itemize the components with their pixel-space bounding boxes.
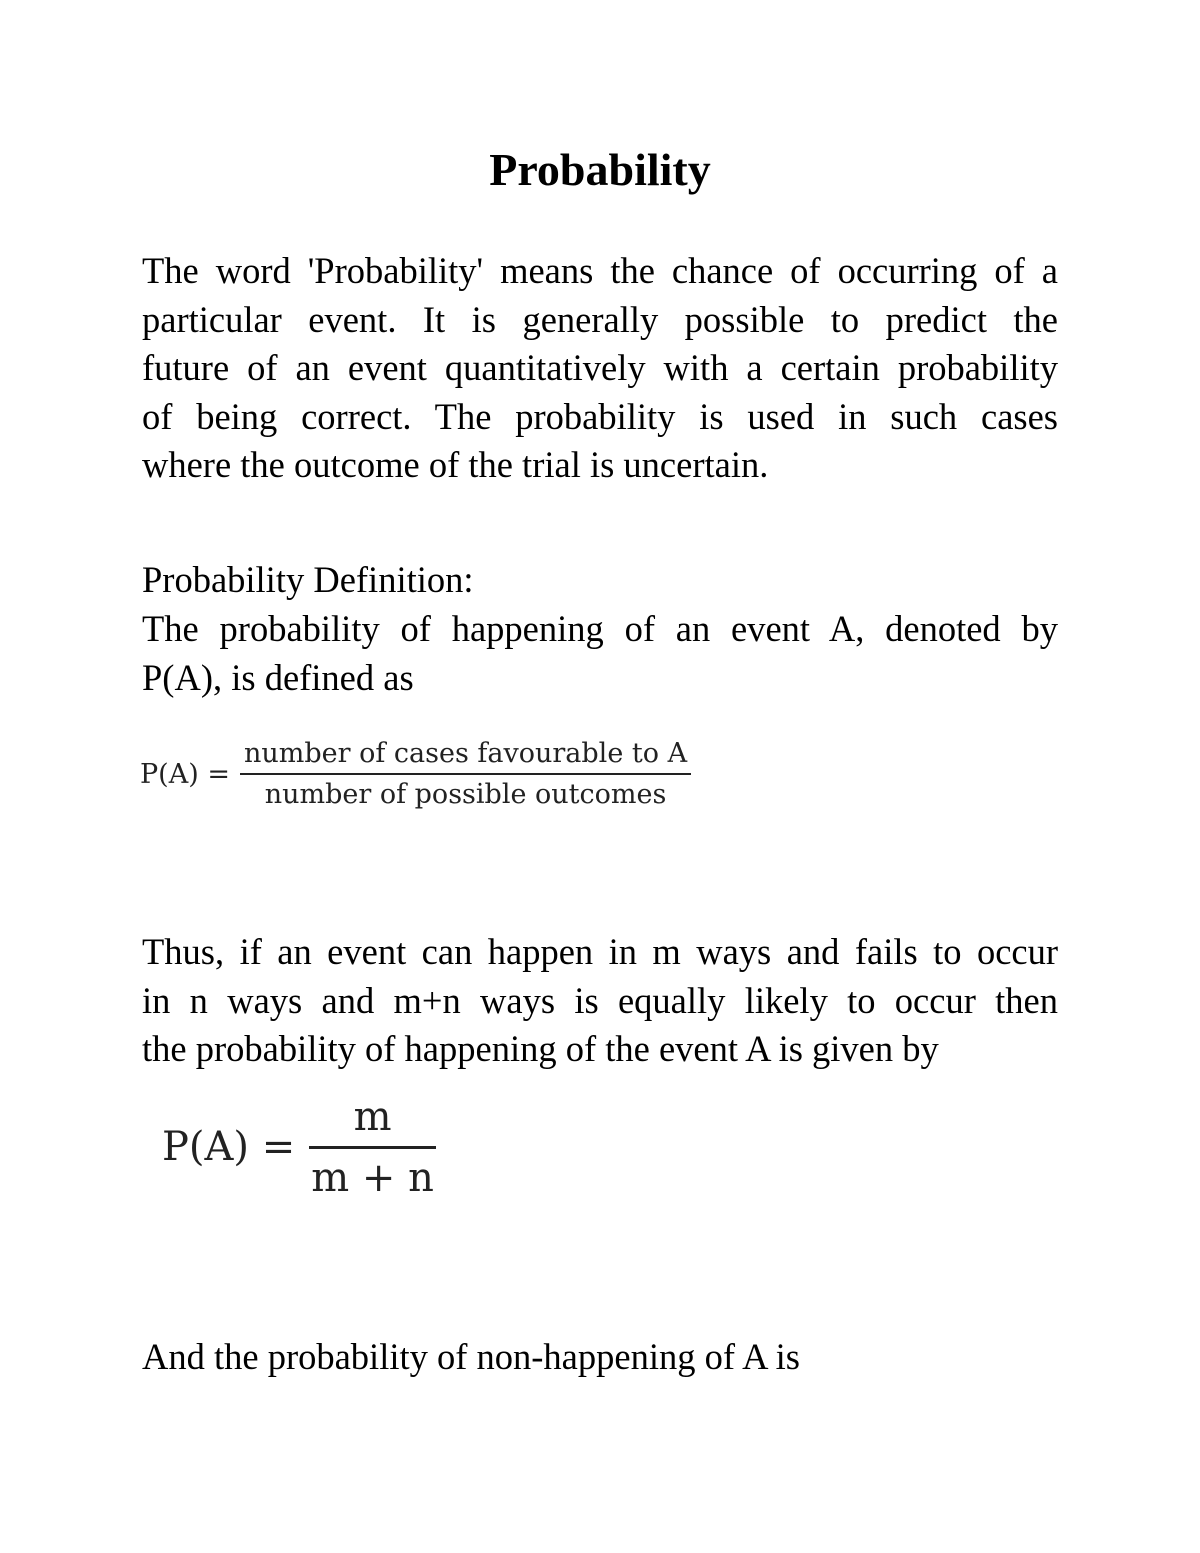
intro-line: of being correct. The probability is used in such cases xyxy=(142,395,1058,437)
fraction-bar xyxy=(309,1146,436,1149)
formula-lhs: P(A) = xyxy=(162,1124,296,1170)
formula-lhs: P(A) = xyxy=(140,758,230,790)
fraction-bar xyxy=(240,773,691,775)
definition-line: P(A), is defined as xyxy=(142,656,414,698)
formula-m-over-m-plus-n xyxy=(162,1092,436,1202)
fraction-numerator: number of cases favourable to A xyxy=(243,738,688,769)
thus-paragraph xyxy=(142,928,1058,1074)
fraction-denominator: m + n xyxy=(311,1154,434,1201)
definition-line: The probability of happening of an event A, denoted by xyxy=(142,608,1058,649)
page-title: Probability xyxy=(489,144,711,195)
intro-line: The word 'Probability' means the chance of occurring of a xyxy=(142,250,1058,291)
thus-line: in n ways and m+n ways is equally likely to occur then xyxy=(142,979,1058,1021)
definition-heading: Probability Definition: xyxy=(142,559,474,600)
definition-paragraph xyxy=(142,605,1058,702)
intro-line: where the outcome of the trial is uncertain. xyxy=(142,444,769,485)
fraction xyxy=(309,1094,436,1201)
closing-line: And the probability of non-happening of A is xyxy=(142,1336,800,1377)
fraction-numerator: m xyxy=(353,1093,392,1140)
fraction xyxy=(240,738,691,810)
intro-line: particular event. It is generally possible to predict the xyxy=(142,298,1058,340)
thus-line: the probability of happening of the event A is given by xyxy=(142,1028,939,1069)
intro-paragraph xyxy=(142,247,1058,490)
thus-line: Thus, if an event can happen in m ways and fails to occur xyxy=(142,931,1058,972)
formula-classical-definition xyxy=(140,732,691,816)
fraction-denominator: number of possible outcomes xyxy=(264,779,667,810)
intro-line: future of an event quantitatively with a certain probability xyxy=(142,347,1058,388)
